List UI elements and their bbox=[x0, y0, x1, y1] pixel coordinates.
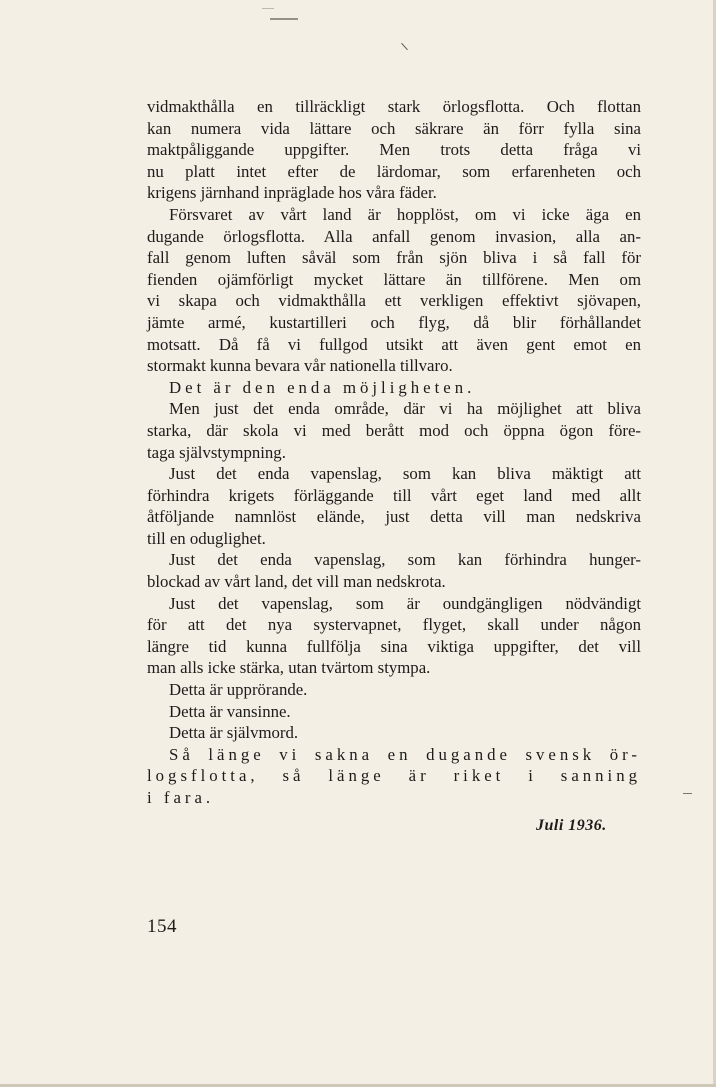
text-line: nu platt intet efter de lärdomar, som erfarenheten och bbox=[147, 161, 641, 181]
date-signature: Juli 1936. bbox=[536, 817, 607, 834]
text-line: förhindra krigets förläggande till vårt eget land med allt bbox=[147, 485, 641, 505]
text-line: Så länge vi sakna en dugande svensk ör- bbox=[169, 744, 641, 764]
text-line: i fara. bbox=[147, 788, 215, 807]
text-line: kan numera vida lättare och säkrare än förr fylla sina bbox=[147, 118, 641, 138]
text-line: Detta är upprörande. bbox=[169, 680, 308, 700]
text-line: vi skapa och vidmakthålla ett verkligen effektivt sjövapen, bbox=[147, 291, 641, 311]
scan-mark bbox=[262, 8, 274, 9]
body-text bbox=[147, 96, 641, 809]
text-line: blockad av vårt land, det vill man nedskrota. bbox=[147, 572, 446, 592]
text-line: man alls icke stärka, utan tvärtom stympa. bbox=[147, 658, 431, 678]
page-number: 154 bbox=[147, 916, 177, 937]
text-line: Just det enda vapenslag, som kan förhindra hunger- bbox=[169, 550, 641, 570]
text-line: Detta är självmord. bbox=[169, 723, 299, 743]
text-line: Detta är vansinne. bbox=[169, 701, 291, 721]
text-line: åtföljande namnlöst elände, just detta vill man nedskriva bbox=[147, 507, 641, 527]
text-line: för att det nya systervapnet, flyget, skall under någon bbox=[147, 615, 641, 635]
text-line: fienden ojämförligt mycket lättare än tillförene. Men om bbox=[147, 269, 641, 289]
text-line: motsatt. Då få vi fullgod utsikt att även gent emot en bbox=[147, 334, 641, 354]
text-line: krigens järnhand inpräglade hos våra fäder. bbox=[147, 183, 437, 203]
text-line: stormakt kunna bevara vår nationella tillvaro. bbox=[147, 356, 453, 376]
text-line: Försvaret av vårt land är hopplöst, om vi icke äga en bbox=[169, 204, 641, 224]
text-line: Det är den enda möjligheten. bbox=[169, 377, 476, 397]
text-line: Men just det enda område, där vi ha möjlighet att bliva bbox=[169, 399, 641, 419]
text-line: Just det vapenslag, som är oundgängligen nödvändigt bbox=[169, 593, 641, 613]
text-line: längre tid kunna fullfölja sina viktiga uppgifter, det vill bbox=[147, 636, 641, 656]
text-line: vidmakthålla en tillräckligt stark örlogsflotta. Och flottan bbox=[147, 97, 641, 116]
text-line: taga självstympning. bbox=[147, 442, 286, 462]
scan-mark bbox=[683, 793, 692, 794]
text-line: dugande örlogsflotta. Alla anfall genom invasion, alla an- bbox=[147, 226, 641, 246]
text-line: Just det enda vapenslag, som kan bliva mäktigt att bbox=[169, 464, 641, 484]
scan-mark bbox=[401, 43, 408, 50]
scan-mark bbox=[270, 18, 298, 20]
text-line: starka, där skola vi med berått mod och öppna ögon före- bbox=[147, 420, 641, 440]
text-line: jämte armé, kustartilleri och flyg, då blir förhållandet bbox=[147, 312, 641, 332]
text-line: logsflotta, så länge är riket i sanning bbox=[147, 766, 641, 786]
text-line: fall genom luften såväl som från sjön bliva i så fall för bbox=[147, 248, 641, 268]
text-line: maktpåliggande uppgifter. Men trots detta fråga vi bbox=[147, 140, 641, 160]
text-line: till en oduglighet. bbox=[147, 528, 266, 548]
